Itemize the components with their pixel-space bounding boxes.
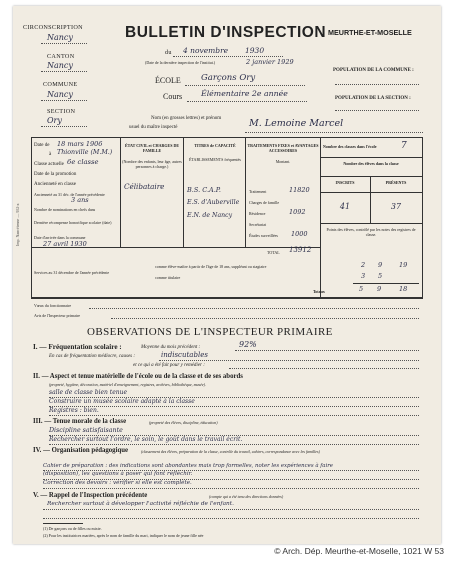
titres-value-3: E.N. de Nancy [187, 212, 233, 219]
presents-note: Points des élèves, contrôlé par les notes des registres de classe. [326, 227, 416, 237]
inscrits-header: INSCRITS [335, 180, 355, 185]
obs-iv-hand-2: (disposition), les questions à poser qui font réfléchir. [43, 471, 193, 477]
totaux-label: Totaux [313, 289, 325, 294]
services-v5: 5 [378, 272, 383, 280]
etudes-value: 1000 [291, 230, 308, 238]
obs-iv-sub: (classement des élèves, préparation de la classe, contrôle du travail, cahiers, correspondance avec les familles) [141, 449, 320, 454]
voeux-label: Vœux du fonctionnaire [34, 303, 72, 308]
obs-i-value: 92% [239, 340, 257, 349]
inspection-year: 1930 [245, 46, 265, 55]
totaux-v1: 5 [359, 285, 364, 293]
printer-mark: Imp. Nancéienne — 952-a [15, 203, 20, 246]
nominations-label: Nombre de nominations en chefs dans [34, 207, 96, 212]
totaux-v2: 9 [377, 285, 382, 293]
residence-label: Résidence [249, 211, 266, 216]
usuel-label: usuel du maître inspecté [129, 125, 178, 130]
observations-title: OBSERVATIONS DE L'INSPECTEUR PRIMAIRE [87, 326, 333, 338]
inscrits-value: 41 [339, 202, 351, 211]
services-v4: 3 [361, 272, 366, 280]
archive-credit: © Arch. Dép. Meurthe-et-Moselle, 1021 W 53 [274, 546, 444, 556]
anciennete-dec-label: Ancienneté au 31 déc. de l'année précédente [34, 192, 105, 197]
lieu-value: Thionville (M.M.) [57, 149, 113, 156]
form-title: BULLETIN D'INSPECTION [125, 24, 327, 41]
section-label: SECTION [47, 108, 76, 115]
commune-label: COMMUNE [43, 81, 78, 88]
obs-v-hand: Rechercher surtout à développer l'activité réfléchie de l'enfant. [47, 501, 234, 507]
services-eleve-maitre: comme élève-maître à partir de l'âge de 18 ans, suppléant ou stagiaire [155, 264, 267, 269]
classe-label: Classe actuelle [34, 162, 64, 167]
presents-header: PRÉSENTS [385, 180, 407, 185]
services-label: Services au 31 décembre de l'année précédente [34, 270, 110, 275]
obs-i-label: I. — Fréquentation scolaire : [33, 343, 122, 351]
cours-label: Cours [163, 92, 183, 101]
circonscription-value: Nancy [47, 33, 73, 42]
etudes-label: Études surveillées [249, 233, 278, 238]
etat-civil-header: ÉTAT CIVIL et CHARGES DE FAMILLE [124, 143, 179, 153]
obs-iv-hand-3: Correction des devoirs : vérifier si elle est complète. [43, 480, 192, 486]
section-value: Ory [47, 116, 62, 125]
etat-civil-sub: (Nombre des enfants, leur âge, autres personnes à charge.) [122, 159, 182, 169]
inspection-date: 4 novembre [183, 46, 229, 55]
traitement-value: 11820 [289, 186, 310, 194]
department-name: MEURTHE-ET-MOSELLE [328, 28, 412, 37]
services-titulaire: comme titulaire [155, 275, 181, 280]
services-v1: 2 [361, 261, 366, 269]
obs-iii-sub: (propreté des élèves, discipline, éducation) [149, 420, 218, 425]
services-v3: 19 [399, 261, 408, 269]
obs-i-remedier: et ce qui a été fait pour y remédier : [133, 363, 205, 368]
prev-inspection-date: 2 janvier 1929 [246, 58, 294, 66]
circonscription-label: CIRCONSCRIPTION [23, 24, 83, 31]
naissance-label: Date de [34, 143, 50, 148]
etat-civil-value: Célibataire [124, 182, 165, 191]
canton-value: Nancy [47, 61, 73, 70]
titres-sub: ÉTABLISSEMENTS fréquentés [188, 157, 241, 162]
nb-classes-label: Nombre des classes dans l'école [323, 144, 377, 149]
obs-v-label: V. — Rappel de l'Inspection précédente [33, 492, 148, 499]
ecole-value: Garçons Ory [201, 73, 256, 83]
canton-label: CANTON [47, 53, 75, 60]
arrivee-label: Date d'arrivée dans la commune [34, 235, 86, 240]
nb-eleves-label: Nombre des élèves dans la classe [343, 161, 399, 166]
residence-value: 1092 [289, 208, 306, 216]
nb-classes-value: 7 [401, 141, 407, 151]
population-section-label: POPULATION DE LA SECTION : [335, 96, 411, 101]
arrivee-value: 27 avril 1930 [43, 240, 87, 248]
date-du-label: du [165, 49, 172, 56]
cours-value: Élémentaire 2e année [201, 89, 288, 98]
obs-i-sub: Moyenne du mois précédent : [141, 345, 201, 350]
obs-iii-label: III. — Tenue morale de la classe [33, 418, 127, 425]
obs-i-causes: En cas de fréquentation médiocre, causes : [49, 354, 136, 359]
classe-value: 6e classe [67, 158, 99, 166]
traitements-sub: Montant. [275, 159, 291, 164]
anciennete-dec-value: 3 ans [71, 196, 89, 204]
ecole-label: ÉCOLE [155, 76, 181, 85]
services-v2: 9 [378, 261, 383, 269]
charges-label: Charges de famille [249, 200, 280, 205]
titres-value-2: E.S. d'Auberville [187, 199, 240, 206]
obs-i-causes-value: indiscutables [161, 351, 208, 359]
titres-header: TITRES de CAPACITÉ [194, 143, 236, 148]
teacher-name: M. Lemoine Marcel [249, 118, 344, 129]
obs-ii-hand-2: Construire un musée scolaire adapté à la classe [49, 398, 195, 405]
inspection-form-sheet [13, 6, 441, 544]
total-value: 13912 [289, 246, 312, 254]
prev-inspection-label: (Date de la dernière inspection de l'institut.) [145, 60, 216, 65]
presents-value: 37 [390, 202, 402, 211]
total-label: TOTAL [267, 250, 280, 255]
naissance-value: 18 mars 1906 [57, 140, 103, 148]
obs-ii-label: II. — Aspect et tenue matérielle de l'école ou de la classe et de ses abords [33, 373, 243, 380]
obs-iv-label: IV. — Organisation pédagogique [33, 447, 129, 454]
avis-label: Avis de l'Inspecteur primaire [34, 313, 81, 318]
nom-label: Nom (en grosses lettres) et prénom [151, 116, 222, 121]
lieu-label: à [49, 152, 52, 157]
commune-value: Nancy [47, 90, 73, 99]
obs-iii-hand-2: Rechercher surtout l'ordre, le soin, le goût dans le travail écrit. [49, 436, 243, 443]
traitements-header: TRAITEMENTS FIXES et AVANTAGES ACCESSOIRES [247, 143, 319, 153]
titres-value-1: B.S. C.A.P. [187, 186, 221, 194]
footnote-2: (2) Pour les institutrices mariées, après le nom de famille du mari, indiquer le nom de jeune fille née [43, 533, 204, 538]
promotion-label: Date de la promotion [34, 172, 77, 177]
secretariat-label: Secrétariat [249, 222, 267, 227]
footnote-1: (1) De garçons ou de filles ou mixte. [43, 526, 102, 531]
totaux-v3: 18 [399, 285, 408, 293]
traitement-label: Traitement [249, 189, 267, 194]
obs-iii-hand-1: Discipline satisfaisante [49, 427, 123, 434]
obs-ii-hand-3: Registres : bien. [49, 407, 99, 414]
obs-v-sub: (compte qui a été tenu des directions données) [209, 494, 284, 499]
obs-ii-hand-1: salle de classe bien tenue [49, 389, 128, 396]
anciennete-label: Ancienneté en classe [34, 182, 76, 187]
obs-ii-sub: (propreté, hygiène, décoration, matériel d'enseignement, registres, archives, bibliothèque, musée). [49, 382, 206, 387]
recompense-label: Dernière récompense honorifique scolaire (date) [34, 220, 112, 225]
obs-iv-hand-1: Cahier de préparation : des indications sont abondantes mais trop formelles, noter les expériences à faire [43, 463, 333, 469]
population-commune-label: POPULATION DE LA COMMUNE : [333, 68, 414, 73]
